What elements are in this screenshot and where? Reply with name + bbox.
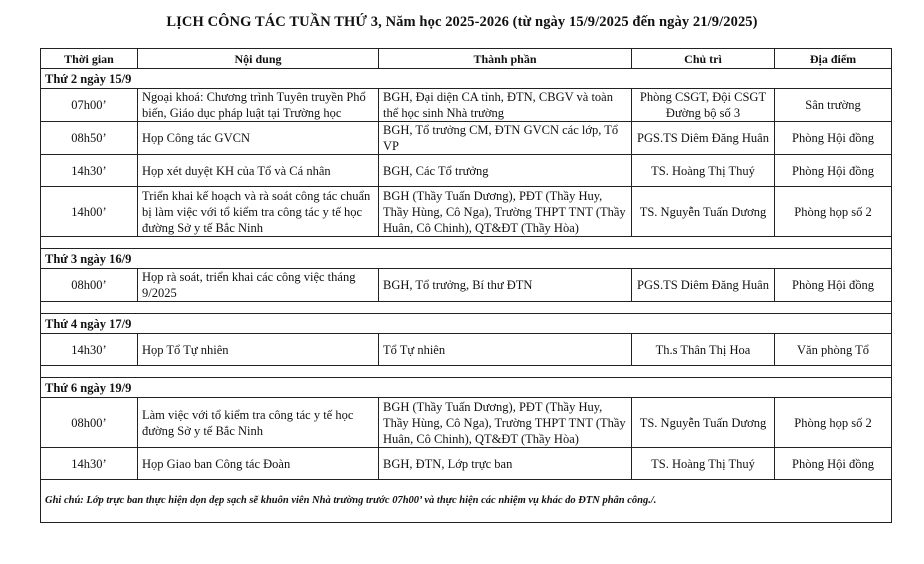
header-location: Địa điểm — [775, 49, 892, 69]
table-row — [41, 269, 892, 302]
page-title: LỊCH CÔNG TÁC TUẦN THỨ 3, Năm học 2025-2026 (từ ngày 15/9/2025 đến ngày 21/9/2025) — [166, 14, 758, 30]
cell-content: Họp xét duyệt KH của Tổ và Cá nhân — [138, 155, 379, 187]
cell-location: Phòng họp số 2 — [775, 398, 892, 448]
cell-chair: TS. Nguyễn Tuấn Dương — [632, 187, 775, 237]
cell-content: Ngoại khoá: Chương trình Tuyên truyền Phổ biến, Giáo dục pháp luật tại Trường học — [138, 89, 379, 122]
cell-chair: Phòng CSGT, Đội CSGT Đường bộ số 3 — [632, 89, 775, 122]
spacer-row — [41, 302, 892, 314]
spacer-row — [41, 237, 892, 249]
cell-location: Phòng Hội đồng — [775, 122, 892, 155]
cell-time: 14h30’ — [41, 334, 138, 366]
header-chair: Chủ trì — [632, 49, 775, 69]
day-row-wednesday — [41, 314, 892, 334]
schedule-table — [40, 48, 892, 523]
cell-location: Phòng Hội đồng — [775, 448, 892, 480]
cell-content: Họp Tổ Tự nhiên — [138, 334, 379, 366]
cell-content: Họp Giao ban Công tác Đoàn — [138, 448, 379, 480]
cell-location: Sân trường — [775, 89, 892, 122]
note-row — [41, 480, 892, 523]
table-row — [41, 398, 892, 448]
cell-chair: PGS.TS Diêm Đăng Huân — [632, 269, 775, 302]
spacer-row — [41, 366, 892, 378]
cell-chair: Th.s Thân Thị Hoa — [632, 334, 775, 366]
header-time: Thời gian — [41, 49, 138, 69]
cell-participants: BGH, Tổ trưởng, Bí thư ĐTN — [379, 269, 632, 302]
cell-content: Triển khai kế hoạch và rà soát công tác chuẩn bị làm việc với tổ kiểm tra công tác y tế học đường Sở y tế Bắc Ninh — [138, 187, 379, 237]
table-row — [41, 334, 892, 366]
cell-chair: PGS.TS Diêm Đăng Huân — [632, 122, 775, 155]
cell-content: Họp rà soát, triển khai các công việc tháng 9/2025 — [138, 269, 379, 302]
cell-time: 08h00’ — [41, 398, 138, 448]
spacer-cell — [41, 302, 892, 314]
cell-participants: BGH, Đại diện CA tỉnh, ĐTN, CBGV và toàn thể học sinh Nhà trường — [379, 89, 632, 122]
table-row — [41, 122, 892, 155]
cell-content: Làm việc với tổ kiểm tra công tác y tế học đường Sở y tế Bắc Ninh — [138, 398, 379, 448]
cell-participants: BGH, Tổ trưởng CM, ĐTN GVCN các lớp, Tổ VP — [379, 122, 632, 155]
header-participants: Thành phần — [379, 49, 632, 69]
table-row — [41, 448, 892, 480]
header-content: Nội dung — [138, 49, 379, 69]
cell-chair: TS. Nguyễn Tuấn Dương — [632, 398, 775, 448]
cell-participants: BGH, Các Tổ trưởng — [379, 155, 632, 187]
cell-participants: BGH, ĐTN, Lớp trực ban — [379, 448, 632, 480]
day-label: Thứ 6 ngày 19/9 — [41, 378, 892, 398]
cell-time: 14h30’ — [41, 155, 138, 187]
cell-chair: TS. Hoàng Thị Thuý — [632, 448, 775, 480]
spacer-cell — [41, 237, 892, 249]
cell-participants: BGH (Thầy Tuấn Dương), PĐT (Thầy Huy, Thầy Hùng, Cô Nga), Trường THPT TNT (Thầy Huân, Cô Chinh), QT&ĐT (Thầy Hòa) — [379, 398, 632, 448]
day-label: Thứ 3 ngày 16/9 — [41, 249, 892, 269]
cell-chair: TS. Hoàng Thị Thuý — [632, 155, 775, 187]
cell-participants: BGH (Thầy Tuấn Dương), PĐT (Thầy Huy, Thầy Hùng, Cô Nga), Trường THPT TNT (Thầy Huân, Cô Chinh), QT&ĐT (Thầy Hòa) — [379, 187, 632, 237]
table-row — [41, 187, 892, 237]
cell-time: 14h30’ — [41, 448, 138, 480]
day-row-tuesday — [41, 249, 892, 269]
table-row — [41, 89, 892, 122]
cell-time: 14h00’ — [41, 187, 138, 237]
day-label: Thứ 4 ngày 17/9 — [41, 314, 892, 334]
day-row-friday — [41, 378, 892, 398]
cell-time: 08h50’ — [41, 122, 138, 155]
cell-location: Phòng Hội đồng — [775, 155, 892, 187]
cell-content: Họp Công tác GVCN — [138, 122, 379, 155]
cell-time: 07h00’ — [41, 89, 138, 122]
day-row-monday — [41, 69, 892, 89]
cell-time: 08h00’ — [41, 269, 138, 302]
cell-location: Văn phòng Tổ — [775, 334, 892, 366]
cell-location: Phòng Hội đồng — [775, 269, 892, 302]
spacer-cell — [41, 366, 892, 378]
header-row — [41, 49, 892, 69]
footnote: Ghi chú: Lớp trực ban thực hiện dọn dẹp sạch sẽ khuôn viên Nhà trường trước 07h00’ và thực hiện các nhiệm vụ khác do ĐTN phân công./. — [41, 480, 892, 523]
cell-location: Phòng họp số 2 — [775, 187, 892, 237]
day-label: Thứ 2 ngày 15/9 — [41, 69, 892, 89]
table-row — [41, 155, 892, 187]
cell-participants: Tổ Tự nhiên — [379, 334, 632, 366]
